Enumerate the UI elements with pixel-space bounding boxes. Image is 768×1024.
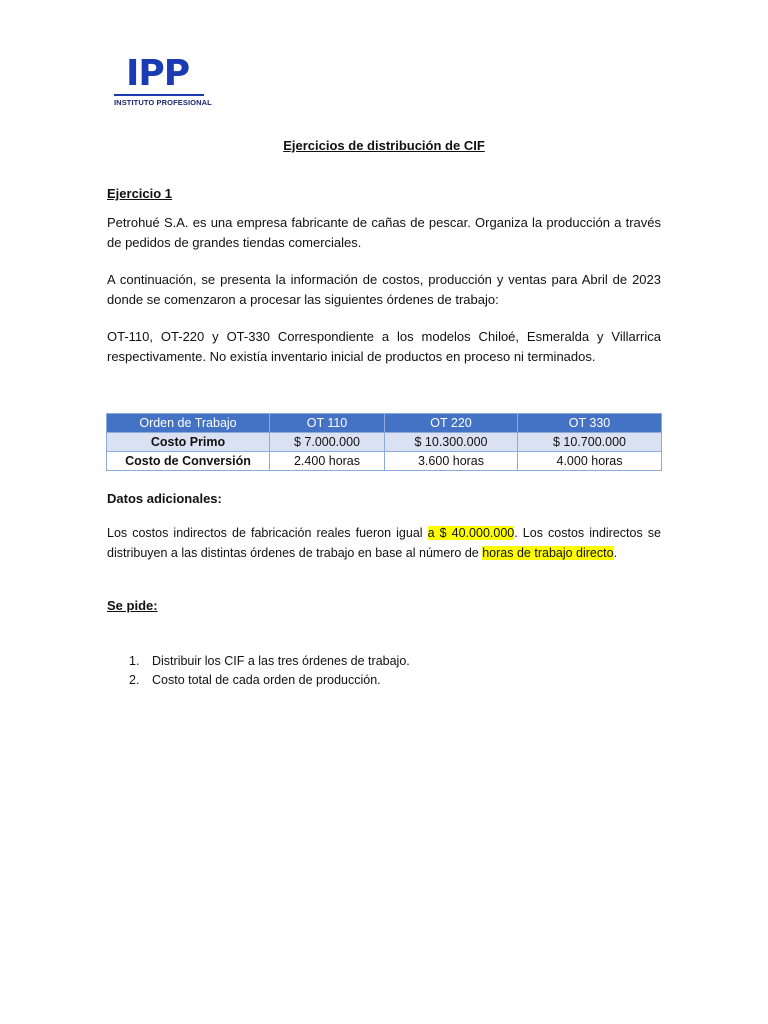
table-cell: 4.000 horas [518,452,662,471]
document-title: Ejercicios de distribución de CIF [283,138,485,153]
se-pide-heading: Se pide: [107,598,158,613]
paragraph-intro: Petrohué S.A. es una empresa fabricante de cañas de pescar. Organiza la producción a través de pedidos de grandes tiendas comerciales. [107,215,661,250]
text-segment: Los costos indirectos de fabricación reales fueron igual [107,526,428,540]
table-cell: $ 10.300.000 [385,433,518,452]
additional-data-heading: Datos adicionales: [107,491,222,506]
table-cell: 2.400 horas [270,452,385,471]
paragraph-orders: OT-110, OT-220 y OT-330 Correspondiente a los modelos Chiloé, Esmeralda y Villarrica respectivamente. No existía inventario inicial de productos en proceso ni terminados. [107,329,661,364]
list-item [107,671,410,690]
task-list [107,652,410,690]
table-row [107,433,662,452]
table-header-row [107,414,662,433]
table-row-label: Costo Primo [107,433,270,452]
table-header-cell: OT 330 [518,414,662,433]
highlighted-basis: horas de trabajo directo [482,546,614,560]
list-item-text: Costo total de cada orden de producción. [152,673,381,687]
list-item [107,652,410,671]
cost-table [106,413,662,471]
text-segment: . [613,546,618,560]
logo-subtitle: INSTITUTO PROFESIONAL [114,94,208,107]
table-cell: $ 10.700.000 [518,433,662,452]
paragraph-additional-data [107,523,661,563]
table-row [107,452,662,471]
text-segment: . Los costos indirectos se distribuyen a las distintas órdenes de trabajo en base al número de [107,526,661,560]
table-cell: 3.600 horas [385,452,518,471]
table-header-cell: OT 220 [385,414,518,433]
table-header-cell: OT 110 [270,414,385,433]
table-cell: $ 7.000.000 [270,433,385,452]
exercise-heading: Ejercicio 1 [107,186,173,201]
ipp-logo [114,53,212,108]
list-number: 2. [129,673,140,687]
list-item-text: Distribuir los CIF a las tres órdenes de trabajo. [152,654,410,668]
list-number: 1. [129,654,140,668]
logo-mark: IPP [126,53,190,94]
highlighted-amount: a $ 40.000.000 [427,526,515,540]
table-row-label: Costo de Conversión [107,452,270,471]
paragraph-context: A continuación, se presenta la información de costos, producción y ventas para Abril de 2023 donde se comenzaron a procesar las siguientes órdenes de trabajo: [107,272,661,307]
table-header-cell: Orden de Trabajo [107,414,270,433]
